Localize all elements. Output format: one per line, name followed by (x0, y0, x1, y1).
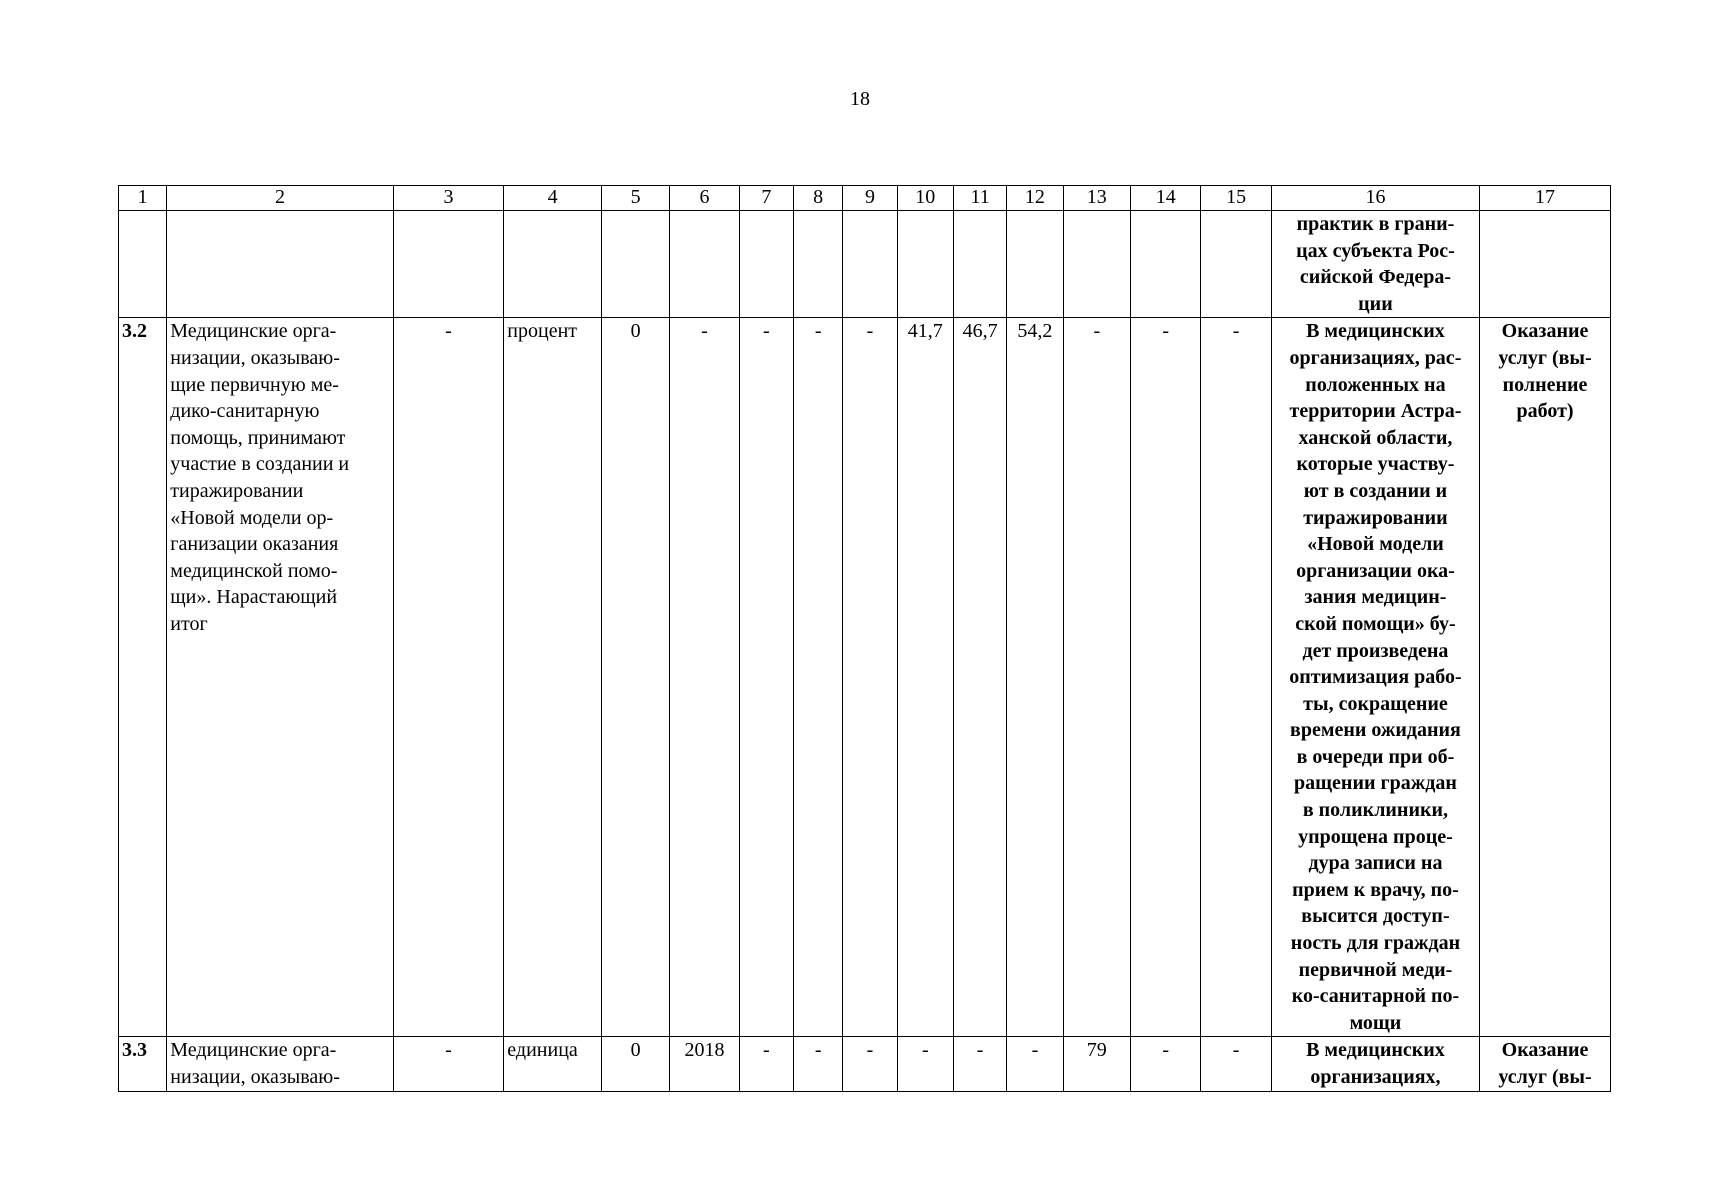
table-cell (1201, 211, 1271, 318)
table-row-3-3 (119, 1037, 1611, 1091)
table-cell: - (897, 1037, 953, 1091)
table-cell: - (794, 318, 843, 1037)
value-cell: 54,2 (1007, 318, 1063, 1037)
table-cell: - (1130, 318, 1200, 1037)
base-year-cell: 2018 (670, 1037, 739, 1091)
indicator-name-cell: Медицинские орга- низации, оказываю- щие первичную ме- дико-санитарную помощь, принимают участие в создании и тиражировании «Новой модели ор- ганизации оказания медицинской помо- щи». Нарастающий итог (167, 318, 393, 1037)
column-number: 6 (670, 186, 739, 211)
column-number: 17 (1480, 186, 1611, 211)
table-cell (504, 211, 602, 318)
table-cell (897, 211, 953, 318)
table-cell: - (1201, 1037, 1271, 1091)
column-number: 12 (1007, 186, 1063, 211)
table-cell: - (670, 318, 739, 1037)
table-cell (1007, 211, 1063, 318)
value-cell: 79 (1063, 1037, 1130, 1091)
column-number: 7 (739, 186, 793, 211)
table-cell (393, 211, 504, 318)
value-cell: 41,7 (897, 318, 953, 1037)
base-value-cell: 0 (601, 1037, 669, 1091)
unit-cell: процент (504, 318, 602, 1037)
column-number: 8 (794, 186, 843, 211)
table-cell (1063, 211, 1130, 318)
column-number: 3 (393, 186, 504, 211)
column-number-row (119, 186, 1611, 211)
table-cell (843, 211, 897, 318)
table-row-continuation (119, 211, 1611, 318)
column-number: 15 (1201, 186, 1271, 211)
column-number: 1 (119, 186, 167, 211)
table-cell (739, 211, 793, 318)
value-cell: 46,7 (953, 318, 1006, 1037)
column-number: 9 (843, 186, 897, 211)
column-number: 11 (953, 186, 1006, 211)
table-cell: - (1007, 1037, 1063, 1091)
result-type-cell: Оказание услуг (вы- (1480, 1037, 1611, 1091)
result-type-cell: Оказание услуг (вы- полнение работ) (1480, 318, 1611, 1037)
column-number: 2 (167, 186, 393, 211)
result-description-cell: В медицинских организациях, рас- положенных на территории Астра- ханской области, которые участву- ют в создании и тиражировании «Новой модели организации ока- зания медицин- ской помощи» бу- дет произведена оптимизация рабо- ты, сокращение времени ожидания в очереди при об- ращении граждан в поликлиники, упрощена проце- дура записи на прием к врачу, по- высится доступ- ность для граждан первичной меди- ко-санитарной по- мощи (1271, 318, 1479, 1037)
table-cell (953, 211, 1006, 318)
column-number: 16 (1271, 186, 1479, 211)
table-cell: - (843, 1037, 897, 1091)
column-number: 5 (601, 186, 669, 211)
table-cell: - (739, 1037, 793, 1091)
table-cell (119, 211, 167, 318)
row-number-cell: 3.3 (119, 1037, 167, 1091)
table-cell: - (953, 1037, 1006, 1091)
table-cell: - (843, 318, 897, 1037)
table-cell (601, 211, 669, 318)
indicator-name-cell: Медицинские орга- низации, оказываю- (167, 1037, 393, 1091)
table-cell: - (393, 318, 504, 1037)
table-cell (1130, 211, 1200, 318)
table-cell (794, 211, 843, 318)
data-table (118, 185, 1611, 1092)
page-number: 18 (850, 88, 870, 110)
column-number: 4 (504, 186, 602, 211)
column-number: 10 (897, 186, 953, 211)
table-cell: - (739, 318, 793, 1037)
column-number: 13 (1063, 186, 1130, 211)
table-cell: - (1201, 318, 1271, 1037)
table-cell (167, 211, 393, 318)
result-description-cell: практик в грани- цах субъекта Рос- сийской Федера- ции (1271, 211, 1479, 318)
table-cell (670, 211, 739, 318)
table-cell: - (393, 1037, 504, 1091)
base-value-cell: 0 (601, 318, 669, 1037)
result-description-cell: В медицинских организациях, (1271, 1037, 1479, 1091)
table-cell: - (1130, 1037, 1200, 1091)
table-cell (1480, 211, 1611, 318)
column-number: 14 (1130, 186, 1200, 211)
table-row-3-2 (119, 318, 1611, 1037)
unit-cell: единица (504, 1037, 602, 1091)
row-number-cell: 3.2 (119, 318, 167, 1037)
table-cell: - (1063, 318, 1130, 1037)
table-cell: - (794, 1037, 843, 1091)
